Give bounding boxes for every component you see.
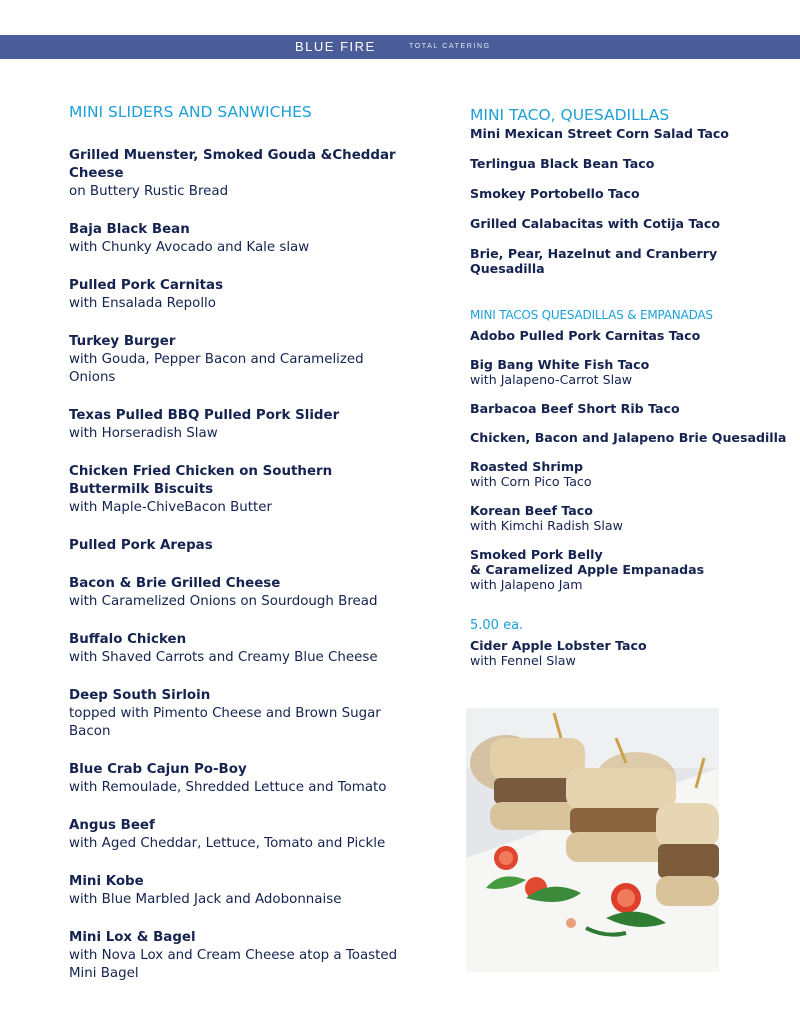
slider-item-desc: with Remoulade, Shredded Lettuce and Tomato [69, 780, 387, 795]
slider-item-desc: with Ensalada Repollo [69, 296, 216, 311]
special-item-name: Cider Apple Lobster Taco [470, 638, 647, 653]
slider-item [69, 873, 399, 909]
empanadas-section-title: MINI TACOS QUESADILLAS & EMPANADAS [470, 308, 713, 322]
slider-item-desc: with Gouda, Pepper Bacon and Caramelized Onions [69, 352, 364, 385]
empanada-item-name: Roasted Shrimp [470, 459, 584, 474]
empanada-item-desc: with Corn Pico Taco [470, 474, 592, 489]
slider-item-name: Baja Black Bean [69, 222, 190, 237]
slider-item-name: Mini Lox & Bagel [69, 930, 196, 945]
sliders-photo [466, 708, 719, 972]
slider-item-name: Chicken Fried Chicken on Southern Buttermilk Biscuits [69, 464, 333, 497]
empanada-item [470, 503, 790, 533]
slider-item [69, 277, 399, 313]
slider-item [69, 575, 399, 611]
slider-item-name: Mini Kobe [69, 874, 144, 889]
slider-item [69, 463, 399, 517]
slider-item [69, 221, 399, 257]
empanada-item [470, 328, 790, 343]
slider-item [69, 761, 399, 797]
empanada-item [470, 459, 790, 489]
brand-tagline: TOTAL CATERING [409, 43, 491, 50]
empanada-item-name: Adobo Pulled Pork Carnitas Taco [470, 328, 701, 343]
slider-item [69, 687, 399, 741]
empanada-item-name: Korean Beef Taco [470, 503, 593, 518]
slider-item-desc: with Chunky Avocado and Kale slaw [69, 240, 310, 255]
empanada-item-name: Barbacoa Beef Short Rib Taco [470, 401, 680, 416]
empanada-item [470, 401, 790, 416]
slider-item-name: Bacon & Brie Grilled Cheese [69, 576, 281, 591]
empanada-item-name: Big Bang White Fish Taco [470, 357, 650, 372]
empanada-item [470, 357, 790, 387]
special-item [470, 638, 790, 668]
price-label: 5.00 ea. [470, 618, 524, 633]
slider-item [69, 333, 399, 387]
taco-item-name: Terlingua Black Bean Taco [470, 156, 655, 171]
slider-item-name: Turkey Burger [69, 334, 176, 349]
taco-item-name: Brie, Pear, Hazelnut and Cranberry Quesadilla [470, 246, 718, 276]
slider-item-name: Grilled Muenster, Smoked Gouda &Cheddar Cheese [69, 148, 396, 181]
taco-item-name: Smokey Portobello Taco [470, 186, 640, 201]
taco-item-name: Mini Mexican Street Corn Salad Taco [470, 126, 729, 141]
slider-item-desc: with Blue Marbled Jack and Adobonnaise [69, 892, 342, 907]
sliders-list [69, 147, 399, 983]
slider-item-desc: with Horseradish Slaw [69, 426, 218, 441]
empanada-item-name: Chicken, Bacon and Jalapeno Brie Quesadilla [470, 430, 787, 445]
slider-item-name: Texas Pulled BBQ Pulled Pork Slider [69, 408, 340, 423]
empanada-item-desc: with Kimchi Radish Slaw [470, 518, 623, 533]
slider-item-name: Pulled Pork Arepas [69, 538, 213, 553]
slider-item [69, 929, 399, 983]
tacos-section [470, 106, 790, 668]
slider-item [69, 147, 399, 201]
slider-item-name: Buffalo Chicken [69, 632, 187, 647]
empanada-item [470, 430, 790, 445]
slider-item-desc: with Aged Cheddar, Lettuce, Tomato and Pickle [69, 836, 386, 851]
special-item-desc: with Fennel Slaw [470, 653, 576, 668]
slider-item-name: Angus Beef [69, 818, 155, 833]
slider-item-name: Blue Crab Cajun Po-Boy [69, 762, 247, 777]
empanada-item-desc: with Jalapeno-Carrot Slaw [470, 372, 633, 387]
slider-item-desc: topped with Pimento Cheese and Brown Sugar Bacon [69, 706, 381, 739]
sliders-section [69, 103, 399, 983]
brand-name: BLUE FIRE [295, 39, 376, 54]
slider-item-desc: with Nova Lox and Cream Cheese atop a Toasted Mini Bagel [69, 948, 398, 981]
slider-item [69, 817, 399, 853]
taco-item-name: Grilled Calabacitas with Cotija Taco [470, 216, 721, 231]
empanadas-list [470, 328, 790, 592]
sliders-section-title: MINI SLIDERS AND SANWICHES [69, 103, 312, 121]
tacos-section-title: MINI TACO, QUESADILLAS [470, 106, 670, 124]
tacos-list [470, 126, 790, 276]
slider-item-desc: with Maple-ChiveBacon Butter [69, 500, 273, 515]
slider-item [69, 631, 399, 667]
sliders-photo-art [466, 708, 719, 972]
slider-item-desc: with Shaved Carrots and Creamy Blue Cheese [69, 650, 378, 665]
slider-item-desc: with Caramelized Onions on Sourdough Bread [69, 594, 378, 609]
slider-item-name: Deep South Sirloin [69, 688, 211, 703]
slider-item [69, 407, 399, 443]
empanada-item-name: Smoked Pork Belly & Caramelized Apple Empanadas [470, 547, 705, 577]
slider-item-name: Pulled Pork Carnitas [69, 278, 224, 293]
empanada-item-desc: with Jalapeno Jam [470, 577, 583, 592]
slider-item-desc: on Buttery Rustic Bread [69, 184, 229, 199]
empanada-item [470, 547, 790, 592]
slider-item [69, 537, 399, 555]
header-bar [0, 35, 800, 59]
